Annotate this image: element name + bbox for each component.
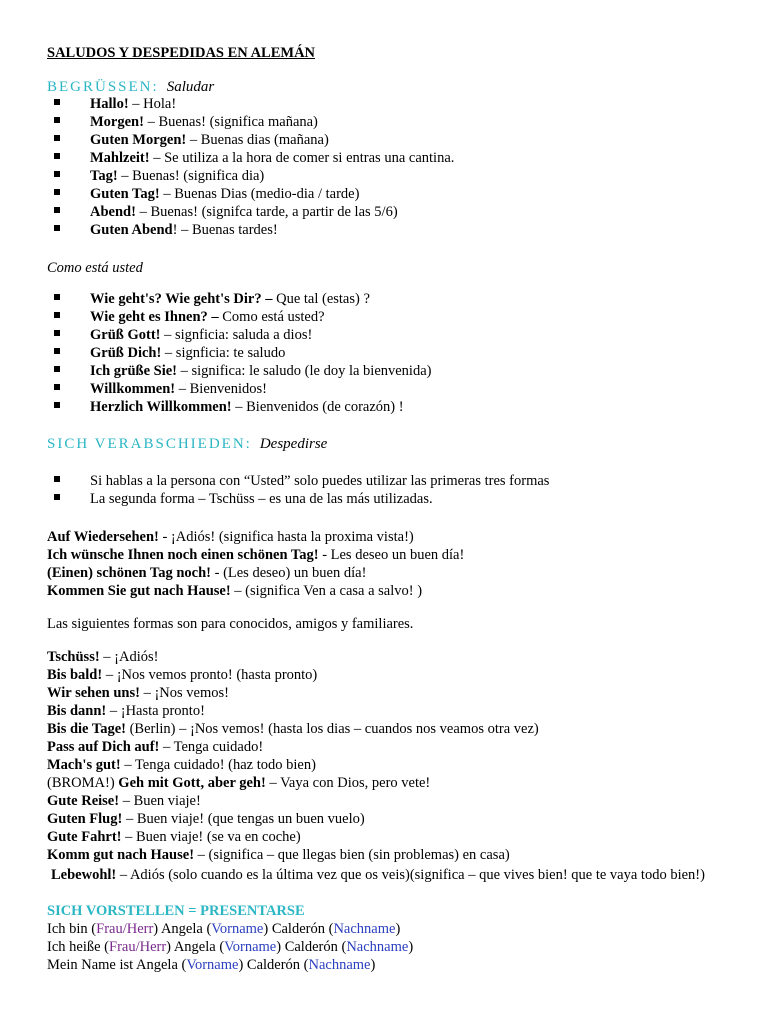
phrase-line: Gute Fahrt! – Buen viaje! (se va en coche) (47, 829, 301, 845)
intro-line: Ich heiße (Frau/Herr) Angela (Vorname) Calderón (Nachname) (47, 939, 414, 955)
phrase-line: Kommen Sie gut nach Hause! – (significa Ven a casa a salvo! ) (47, 583, 423, 599)
bullet-icon (54, 153, 60, 159)
bullet-icon (54, 99, 60, 105)
list-item: Mahlzeit! – Se utiliza a la hora de comer si entras una cantina. (54, 149, 454, 167)
section-heading-begruessen (47, 78, 214, 96)
phrase-line: Pass auf Dich auf! – Tenga cuidado! (47, 739, 264, 755)
list-item: Guten Abend! – Buenas tardes! (54, 221, 278, 239)
phrase-line: Wir sehen uns! – ¡Nos vemos! (47, 685, 229, 701)
bullet-icon (54, 117, 60, 123)
bullet-icon (54, 348, 60, 354)
phrase-line: Auf Wiedersehen! - ¡Adiós! (significa hasta la proxima vista!) (47, 529, 414, 545)
phrase-line: Gute Reise! – Buen viaje! (47, 793, 201, 809)
phrase-line: Komm gut nach Hause! – (significa – que llegas bien (sin problemas) en casa) (47, 847, 510, 863)
bullet-icon (54, 330, 60, 336)
bullet-icon (54, 225, 60, 231)
phrase-line: Mach's gut! – Tenga cuidado! (haz todo bien) (47, 757, 316, 773)
phrase-line: Ich wünsche Ihnen noch einen schönen Tag! - Les deseo un buen día! (47, 547, 465, 563)
phrase-line: Tschüss! – ¡Adiós! (47, 649, 159, 665)
phrase-line: Bis die Tage! (Berlin) – ¡Nos vemos! (hasta los dias – cuandos nos veamos otra vez) (47, 721, 539, 737)
section-heading-text: SICH VERABSCHIEDEN: (47, 436, 252, 452)
list-item: Guten Morgen! – Buenas dias (mañana) (54, 131, 329, 149)
bullet-icon (54, 402, 60, 408)
list-item: Tag! – Buenas! (significa dia) (54, 167, 264, 185)
phrase-line: (Einen) schönen Tag noch! - (Les deseo) un buen día! (47, 565, 367, 581)
bullet-icon (54, 294, 60, 300)
bullet-icon (54, 366, 60, 372)
phrase-line: Lebewohl! – Adiós (solo cuando es la última vez que os veis)(significa – que vives bien! que te vaya todo bien!) (51, 867, 705, 883)
phrase-line: Guten Flug! – Buen viaje! (que tengas un buen vuelo) (47, 811, 365, 827)
section-heading-verabschieden (47, 435, 327, 453)
list-item: Ich grüße Sie! – significa: le saludo (le doy la bienvenida) (54, 362, 431, 380)
list-item: Morgen! – Buenas! (significa mañana) (54, 113, 318, 131)
list-item: Hallo! – Hola! (54, 95, 176, 113)
subsection-label: Como está usted (47, 260, 143, 276)
list-item: Wie geht es Ihnen? – Como está usted? (54, 308, 325, 326)
phrase-line: Bis bald! – ¡Nos vemos pronto! (hasta pronto) (47, 667, 318, 683)
bullet-icon (54, 494, 60, 500)
section-subheading: Saludar (166, 79, 215, 95)
intro-line: Mein Name ist Angela (Vorname) Calderón (Nachname) (47, 957, 376, 973)
bullet-icon (54, 135, 60, 141)
list-item: Willkommen! – Bienvenidos! (54, 380, 267, 398)
list-item: Herzlich Willkommen! – Bienvenidos (de corazón) ! (54, 398, 404, 416)
list-item: Abend! – Buenas! (signifca tarde, a partir de las 5/6) (54, 203, 398, 221)
bullet-icon (54, 189, 60, 195)
list-item: Grüß Dich! – signficia: te saludo (54, 344, 285, 362)
section-subheading: Despedirse (259, 436, 328, 452)
section-heading-text: BEGRÜSSEN: (47, 79, 159, 95)
bullet-icon (54, 476, 60, 482)
intro-line: Ich bin (Frau/Herr) Angela (Vorname) Calderón (Nachname) (47, 921, 401, 937)
document-title: SALUDOS Y DESPEDIDAS EN ALEMÁN (47, 45, 316, 61)
list-item: Guten Tag! – Buenas Dias (medio-dia / tarde) (54, 185, 359, 203)
bullet-icon (54, 384, 60, 390)
bullet-icon (54, 171, 60, 177)
bullet-icon (54, 312, 60, 318)
list-item: Si hablas a la persona con “Usted” solo puedes utilizar las primeras tres formas (54, 472, 549, 490)
paragraph: Las siguientes formas son para conocidos, amigos y familiares. (47, 616, 414, 632)
phrase-line: (BROMA!) Geh mit Gott, aber geh! – Vaya con Dios, pero vete! (47, 775, 431, 791)
phrase-line: Bis dann! – ¡Hasta pronto! (47, 703, 205, 719)
list-item: La segunda forma – Tschüss – es una de las más utilizadas. (54, 490, 433, 508)
list-item: Wie geht's? Wie geht's Dir? – Que tal (estas) ? (54, 290, 370, 308)
bullet-icon (54, 207, 60, 213)
section-heading-vorstellen: SICH VORSTELLEN = PRESENTARSE (47, 903, 305, 919)
list-item: Grüß Gott! – signficia: saluda a dios! (54, 326, 312, 344)
